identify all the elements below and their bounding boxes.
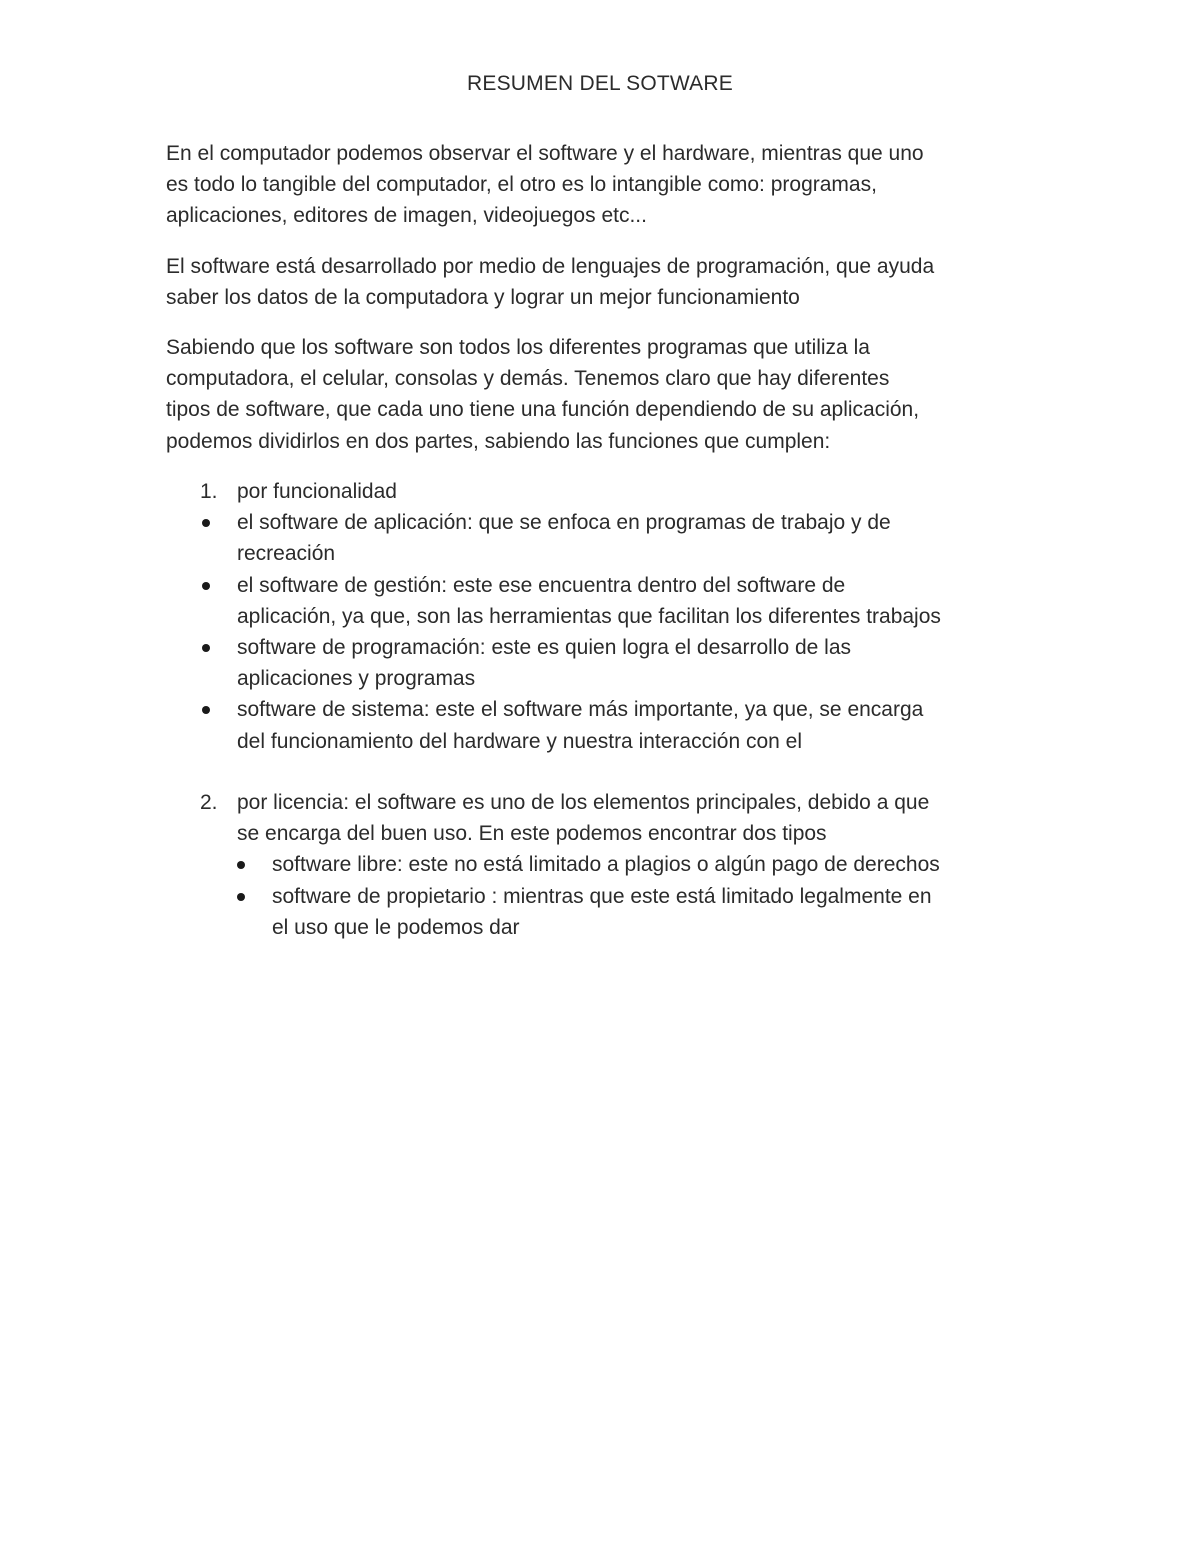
bullet-icon — [237, 893, 245, 901]
list-heading: por funcionalidad — [237, 480, 397, 503]
list-number: 1. — [200, 480, 218, 503]
list-item-line: software de sistema: este el software más importante, ya que, se encarga — [237, 698, 924, 722]
list-item-line: software de propietario : mientras que este está limitado legalmente en — [272, 884, 932, 908]
numbered-item-license — [166, 787, 1066, 849]
list-item — [166, 881, 1066, 943]
paragraph-line: podemos dividirlos en dos partes, sabiendo las funciones que cumplen: — [166, 429, 831, 453]
list-item-line: el uso que le podemos dar — [272, 915, 520, 939]
paragraph-line: Sabiendo que los software son todos los diferentes programas que utiliza la — [166, 336, 870, 359]
numbered-item-functionality — [166, 476, 1066, 507]
paragraph-line: El software está desarrollado por medio de lenguajes de programación, que ayuda — [166, 255, 935, 278]
list-item-line: el software de aplicación: que se enfoca en programas de trabajo y de — [237, 511, 891, 535]
list-item-line: el software de gestión: este ese encuentra dentro del software de — [237, 573, 846, 597]
list-item — [166, 694, 1066, 756]
list-item-line: aplicación, ya que, son las herramientas que facilitan los diferentes trabajos — [237, 604, 941, 628]
list-item — [166, 632, 1066, 694]
paragraph-intro — [166, 138, 924, 232]
list-item-line: recreación — [237, 542, 336, 566]
list-item — [166, 849, 1066, 880]
paragraph-line: computadora, el celular, consolas y demás. Tenemos claro que hay diferentes — [166, 367, 890, 391]
paragraph-development — [166, 251, 934, 313]
list-item — [166, 570, 1066, 632]
bullet-icon — [237, 861, 245, 869]
list-item-line: software de programación: este es quien logra el desarrollo de las — [237, 636, 852, 660]
document-title: RESUMEN DEL SOTWARE — [467, 72, 733, 95]
paragraph-line: saber los datos de la computadora y lograr un mejor funcionamiento — [166, 286, 800, 310]
bullet-icon — [202, 706, 210, 714]
list-item-line: del funcionamiento del hardware y nuestra interacción con el — [237, 729, 803, 753]
bullet-icon — [202, 644, 210, 652]
paragraph-line: En el computador podemos observar el software y el hardware, mientras que uno — [166, 142, 924, 165]
bullet-icon — [202, 519, 210, 527]
list-item-line: aplicaciones y programas — [237, 667, 476, 691]
list-item — [166, 507, 1066, 569]
list-functionality — [166, 476, 1066, 757]
paragraph-line: aplicaciones, editores de imagen, videojuegos etc... — [166, 204, 647, 228]
bullet-icon — [202, 582, 210, 590]
list-heading-line: por licencia: el software es uno de los elementos principales, debido a que — [237, 791, 930, 814]
list-heading-line: se encarga del buen uso. En este podemos encontrar dos tipos — [237, 822, 827, 846]
list-license — [166, 787, 1066, 943]
paragraph-line: tipos de software, que cada uno tiene una función dependiendo de su aplicación, — [166, 398, 920, 422]
paragraph-line: es todo lo tangible del computador, el otro es lo intangible como: programas, — [166, 173, 877, 197]
list-number: 2. — [200, 791, 218, 814]
paragraph-types — [166, 332, 919, 457]
list-item-line: software libre: este no está limitado a plagios o algún pago de derechos — [272, 853, 940, 877]
